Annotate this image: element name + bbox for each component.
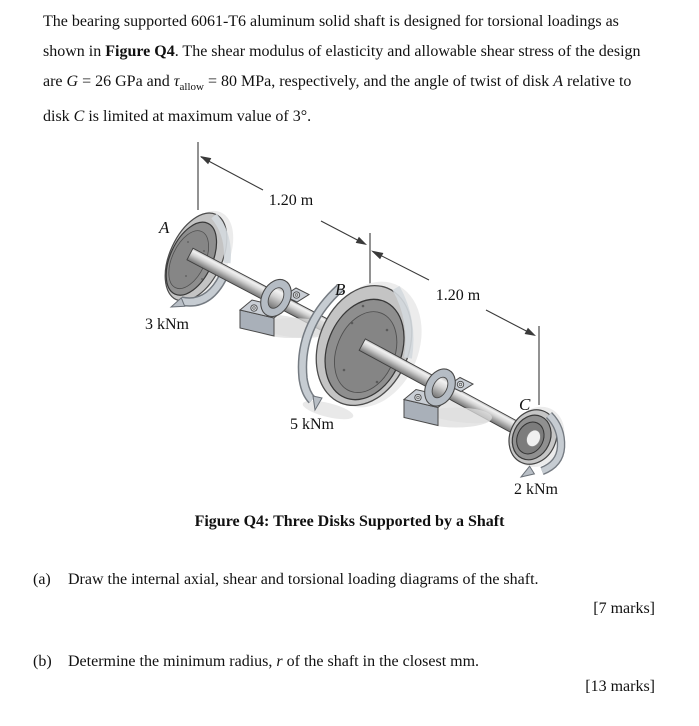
figure-caption: Figure Q4: Three Disks Supported by a Shaft	[194, 513, 505, 530]
torque-c-label: 2 kNm	[514, 481, 558, 498]
torque-a-label: 3 kNm	[145, 316, 189, 333]
intro-line-4: disk C is limited at maximum value of 3°.	[43, 108, 312, 126]
question-b-marks: [13 marks]	[585, 678, 655, 695]
question-b-text: Determine the minimum radius, r of the shaft in the closest mm.	[68, 653, 480, 670]
disk-c-label: C	[519, 395, 531, 414]
dimension-label-bc: 1.20 m	[435, 287, 481, 304]
figure-ref-bold: Figure Q4	[105, 43, 175, 60]
intro-paragraph	[43, 7, 641, 132]
question-a-marks: [7 marks]	[593, 600, 655, 617]
question-a-label: (a)	[33, 571, 51, 588]
question-b-label: (b)	[33, 653, 52, 670]
intro-line-1: The bearing supported 6061-T6 aluminum solid shaft is designed for torsional loadings as	[43, 13, 619, 30]
disk-b-label: B	[335, 280, 346, 299]
intro-line-2: shown in Figure Q4. The shear modulus of elasticity and allowable shear stress of the design	[43, 43, 641, 60]
torque-b-label: 5 kNm	[290, 416, 334, 433]
question-a-text: Draw the internal axial, shear and torsional loading diagrams of the shaft.	[68, 571, 539, 588]
disk-a-label: A	[159, 218, 170, 237]
dimension-label-ab: 1.20 m	[268, 192, 314, 209]
figure-q4-illustration	[0, 130, 699, 502]
intro-line-3: are G = 26 GPa and $\tau_{allow} = 80$ MPa, respectively, and the angle of twist of disk A relative to	[43, 73, 632, 94]
